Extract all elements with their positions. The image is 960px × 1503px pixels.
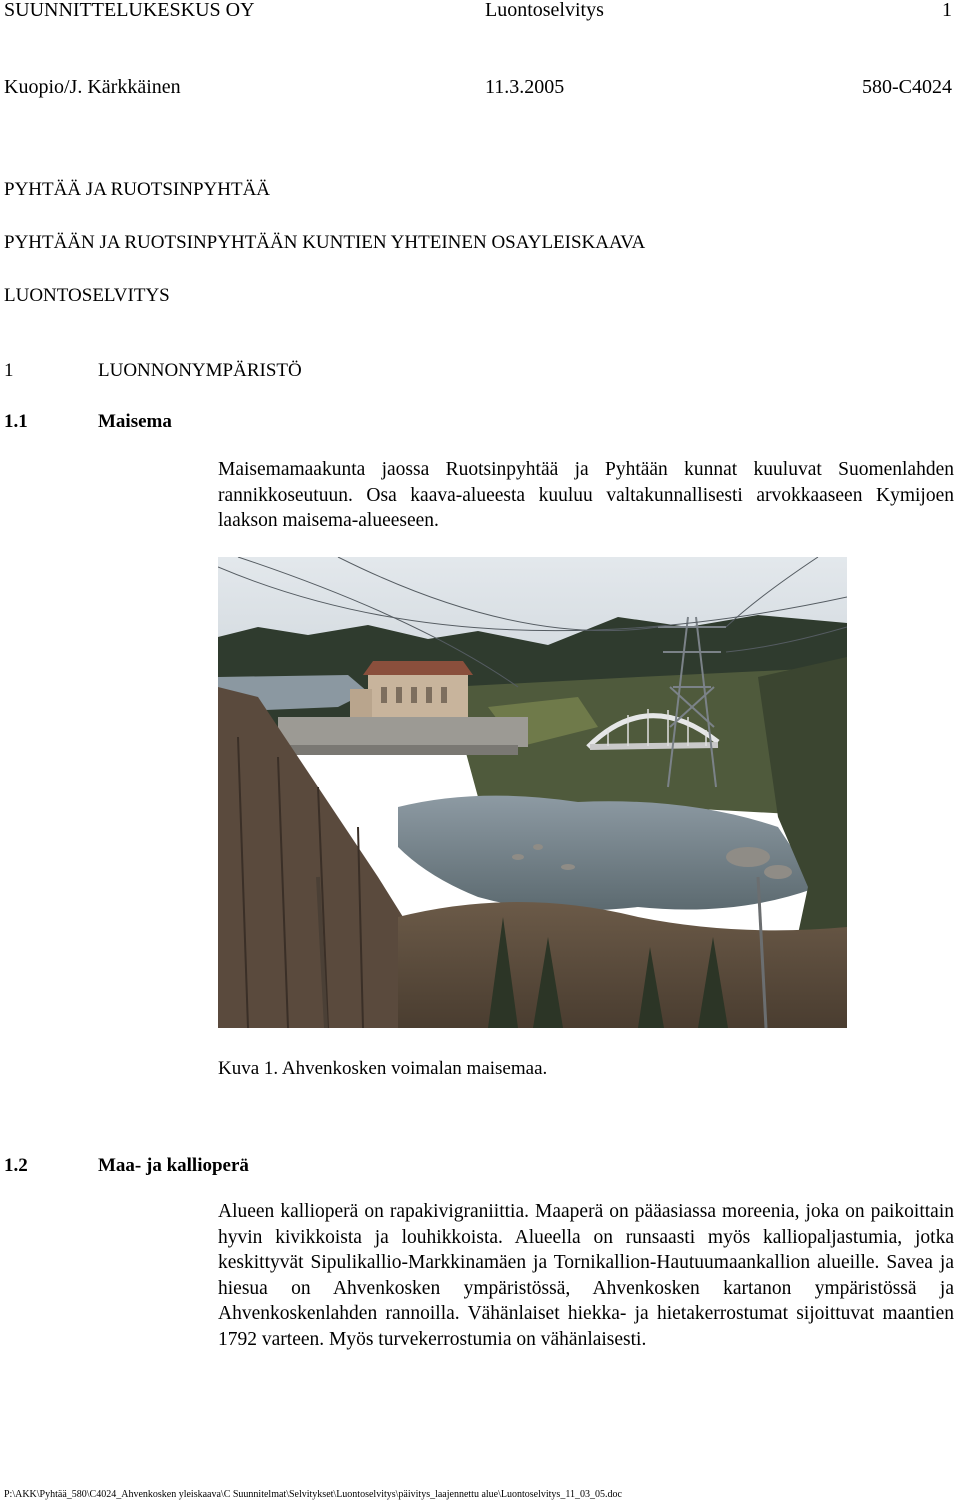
title-municipalities: PYHTÄÄ JA RUOTSINPYHTÄÄ: [4, 179, 271, 200]
figure-caption: Kuva 1. Ahvenkosken voimalan maisemaa.: [218, 1058, 548, 1079]
section-1-1-paragraph: Maisemamaakunta jaossa Ruotsinpyhtää ja Pyhtään kunnat kuuluvat Suomenlahden rannikkoseutuun. Osa kaava-alueesta kuuluu valtakunnallisesti arvokkaaseen Kymijoen laakson maisema-alueeseen.: [218, 459, 954, 531]
section-1-2-paragraph: Alueen kallioperä on rapakivigraniittia. Maaperä on pääasiassa moreenia, joka on paikoittain hyvin kivikkoista ja louhikkoista. Alueella on runsaasti myös kalliopaljastumia, jotka keskittyvät Sipulikallio-Markkinamäen ja Tornikallion-Hautuumaankallion alueille. Savea ja hiesua on Ahvenkosken ympäristössä, Ahvenkosken kartanon ympäristössä ja Ahvenkoskenlahden rannoilla. Vähänlaiset hiekka- ja hietakerrostumat sijoittuvat maantien 1792 varteen. Myös turvekerrostumia on vähänlaisesti.: [218, 1201, 954, 1350]
page-number: 1: [942, 0, 952, 21]
section-1-2-number: 1.2: [4, 1155, 28, 1176]
title-report: LUONTOSELVITYS: [4, 285, 170, 306]
landscape-photo: [218, 557, 847, 1028]
section-1-2-title: Maa- ja kallioperä: [98, 1155, 249, 1176]
author: Kuopio/J. Kärkkäinen: [4, 76, 181, 98]
file-path-footer: P:\AKK\Pyhtää_580\C4024_Ahvenkosken yleiskaava\C Suunnitelmat\Selvitykset\Luontoselvitys\päivitys_laajennettu alue\Luontoselvitys_11_03_05.doc: [4, 1489, 622, 1500]
document-date: 11.3.2005: [485, 76, 565, 98]
section-1-1-number: 1.1: [4, 411, 28, 432]
section-1-title: LUONNONYMPÄRISTÖ: [98, 360, 302, 381]
document-type: Luontoselvitys: [485, 0, 604, 21]
section-1-number: 1: [4, 360, 14, 381]
section-1-1-title: Maisema: [98, 411, 172, 432]
project-code: 580-C4024: [862, 76, 952, 98]
title-plan: PYHTÄÄN JA RUOTSINPYHTÄÄN KUNTIEN YHTEINEN OSAYLEISKAAVA: [4, 232, 646, 253]
company-name: SUUNNITTELUKESKUS OY: [4, 0, 255, 21]
